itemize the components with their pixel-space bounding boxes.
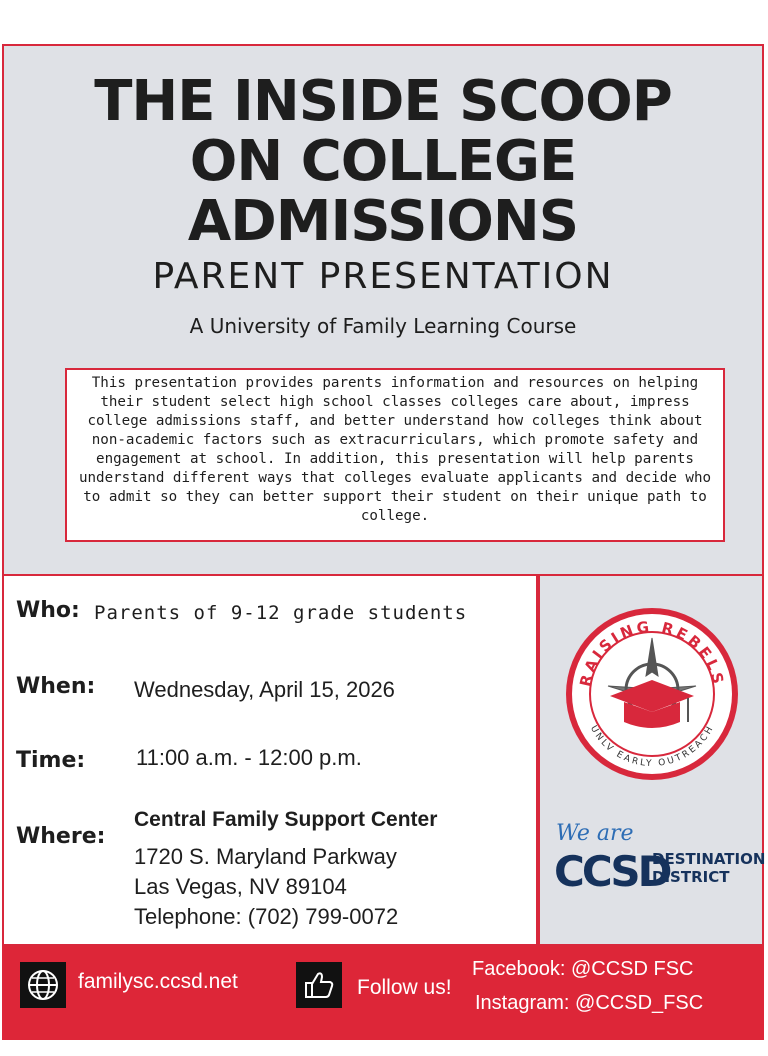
footer-bar xyxy=(2,946,764,1040)
title-line-1: THE INSIDE SCOOP xyxy=(94,69,672,134)
who-label: Who: xyxy=(16,598,80,623)
follow-us-text: Follow us! xyxy=(357,976,452,999)
when-label: When: xyxy=(16,674,96,699)
title-line-3: ADMISSIONS xyxy=(187,189,579,254)
event-details xyxy=(2,576,538,946)
course-name: A University of Family Learning Course xyxy=(189,314,577,338)
subtitle: PARENT PRESENTATION xyxy=(152,256,614,297)
description-box: This presentation provides parents information and resources on helping their student select high school classes colleges care about, impress college admissions staff, and better understand how colleges think about non-academic factors such as extracurriculars, which promote safety and engagement at school. In addition, this presentation will help parents understand different ways that colleges evaluate applicants and decide who to admit so they can better support their student on their unique path to college. xyxy=(65,368,725,542)
website-link[interactable]: familysc.ccsd.net xyxy=(78,970,238,993)
district-text: DISTRICT xyxy=(652,868,730,886)
logo-panel xyxy=(538,576,764,946)
seal-bottom-text: UNLV EARLY OUTREACH xyxy=(587,724,717,770)
globe-icon xyxy=(20,962,66,1008)
facebook-handle[interactable]: Facebook: @CCSD FSC xyxy=(472,958,694,980)
where-label: Where: xyxy=(16,824,106,849)
time-value: 11:00 a.m. - 12:00 p.m. xyxy=(136,745,362,770)
page-title xyxy=(4,69,762,254)
header-panel xyxy=(2,44,764,576)
time-label: Time: xyxy=(16,748,86,773)
ccsd-text: CCSD xyxy=(554,847,670,896)
ccsd-logo xyxy=(554,821,765,896)
where-city: Las Vegas, NV 89104 xyxy=(134,874,347,899)
thumbs-up-icon xyxy=(296,962,342,1008)
who-value: Parents of 9-12 grade students xyxy=(94,602,468,624)
destination-text: DESTINATION xyxy=(652,850,766,868)
where-place: Central Family Support Center xyxy=(134,808,438,831)
where-street: 1720 S. Maryland Parkway xyxy=(134,844,397,869)
seal-top-text: RAISING REBELS xyxy=(576,617,728,689)
raising-rebels-logo xyxy=(566,608,738,780)
we-are-text: We are xyxy=(556,821,634,846)
logos-graphic xyxy=(540,576,766,946)
where-phone: Telephone: (702) 799-0072 xyxy=(134,904,399,929)
title-line-2: ON COLLEGE xyxy=(189,129,577,194)
when-value: Wednesday, April 15, 2026 xyxy=(134,677,395,702)
instagram-handle[interactable]: Instagram: @CCSD_FSC xyxy=(475,992,704,1014)
